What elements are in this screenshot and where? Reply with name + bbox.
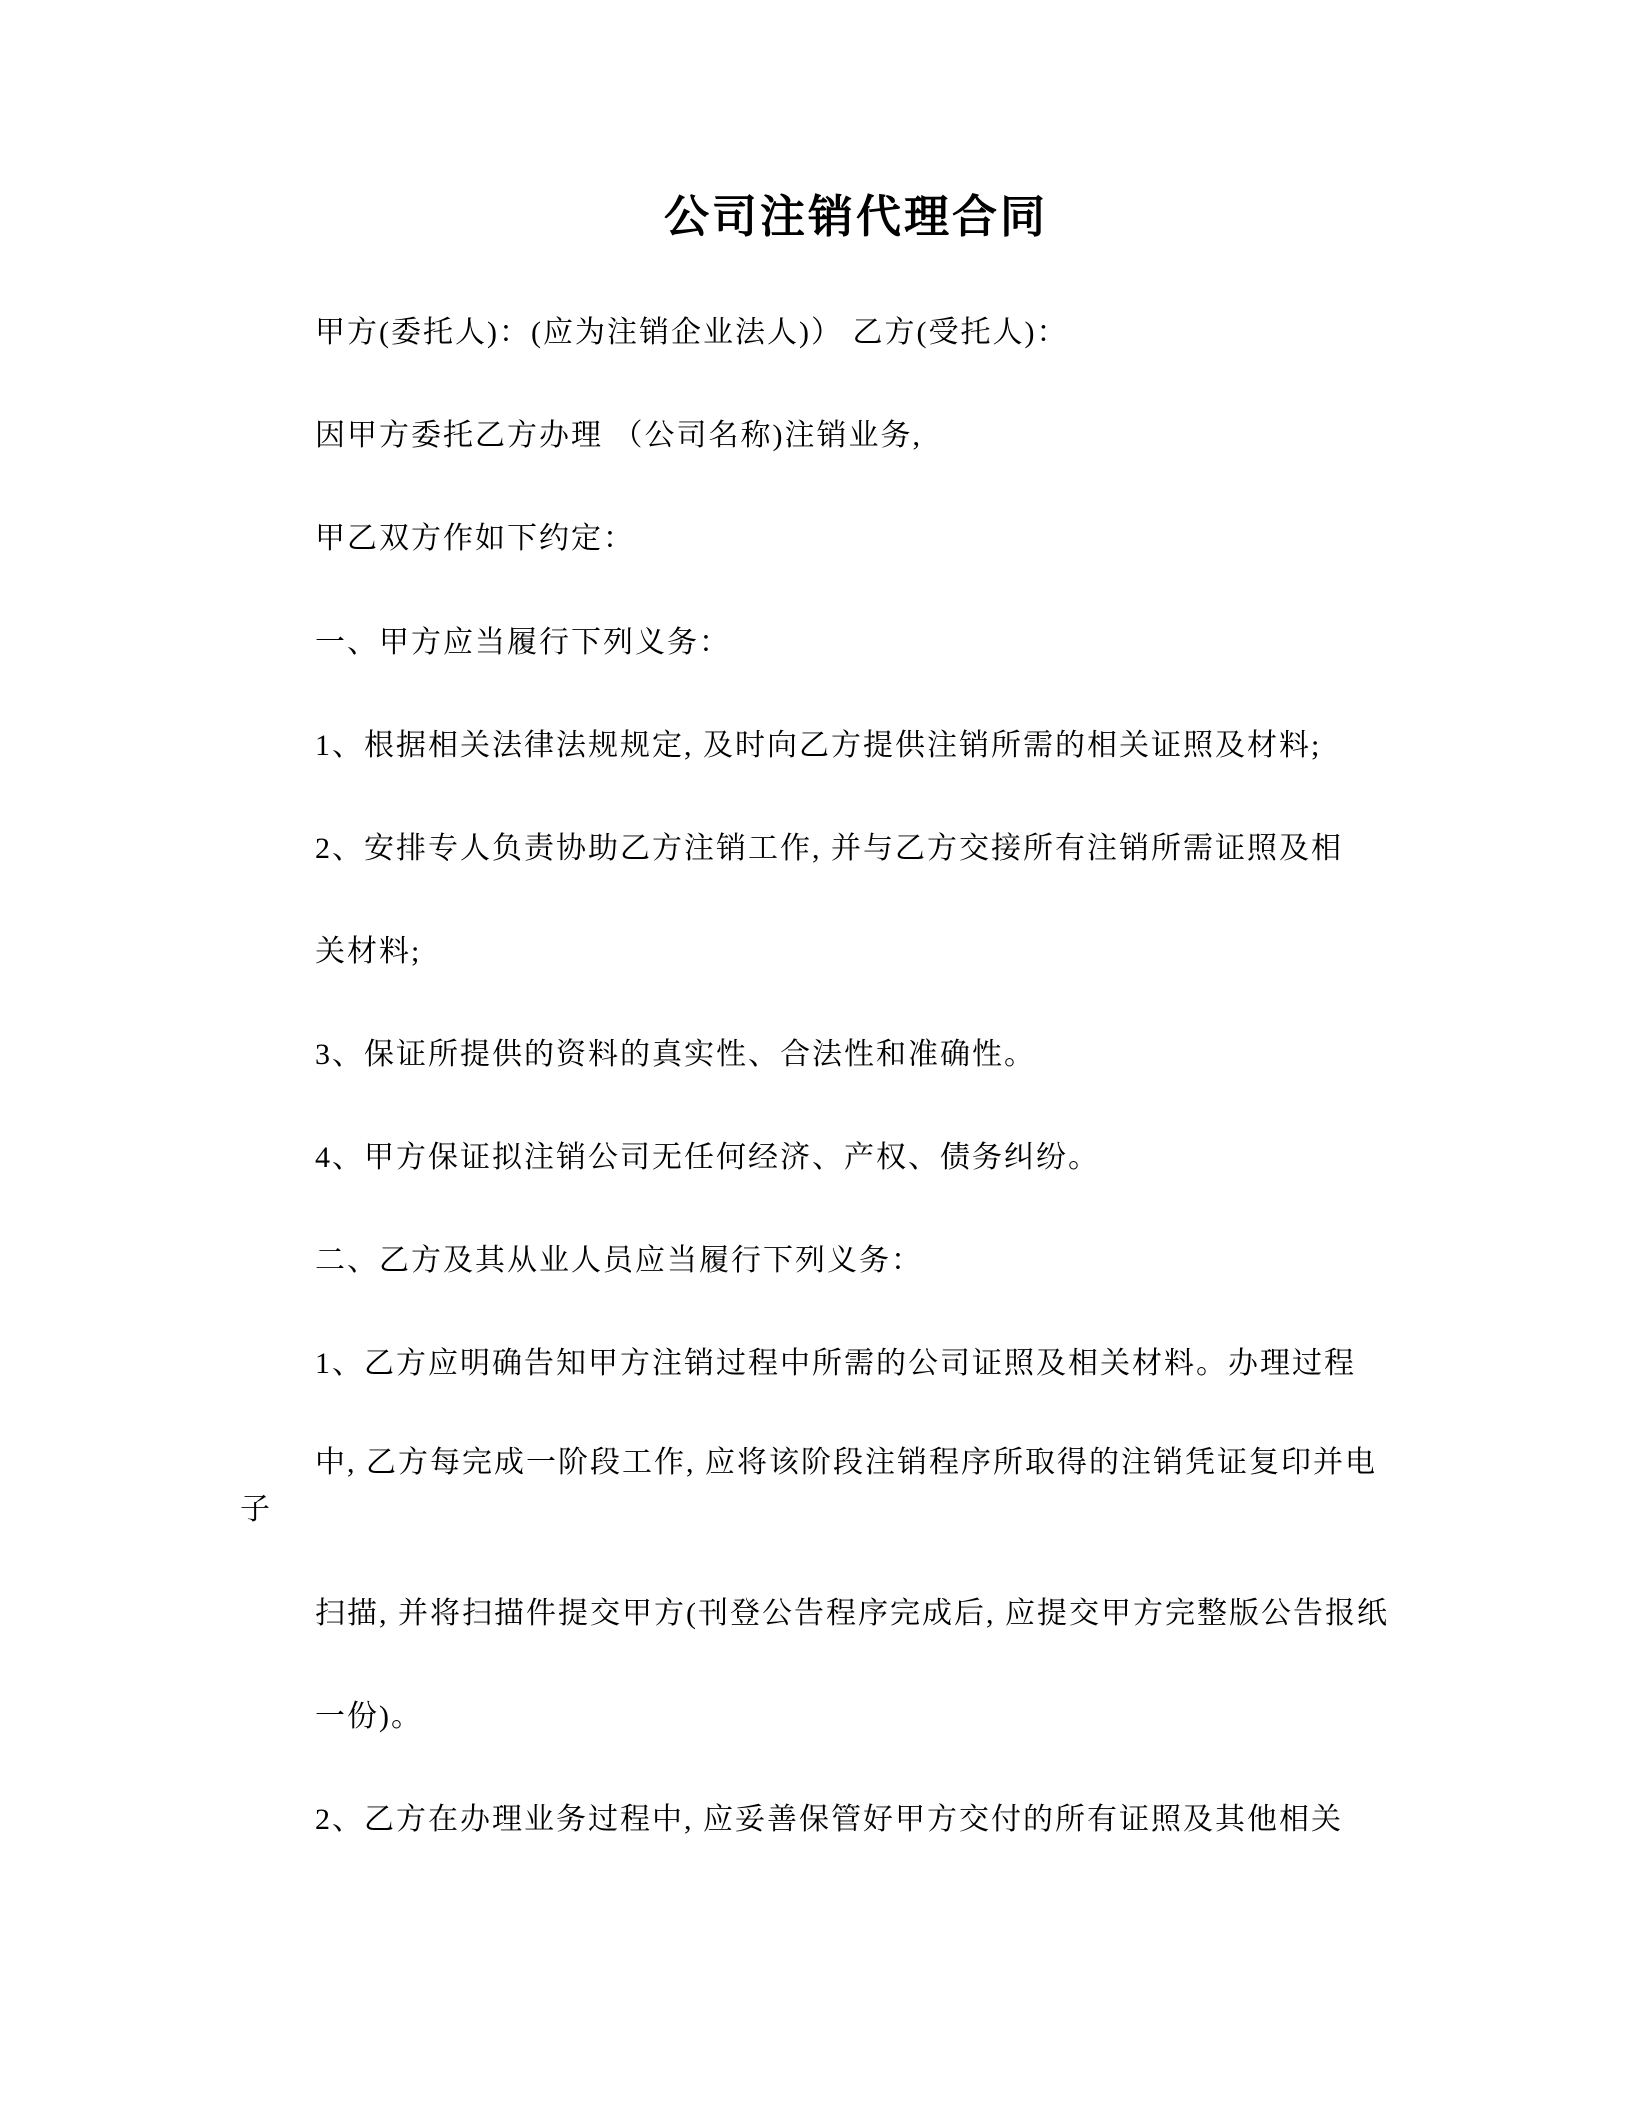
body-line-section-1-item-2: 2、安排专人负责协助乙方注销工作, 并与乙方交接所有注销所需证照及相	[315, 832, 1343, 865]
body-line-section-2-heading: 二、乙方及其从业人员应当履行下列义务：	[315, 1244, 923, 1277]
document-title: 公司注销代理合同	[663, 192, 1048, 242]
body-line-section-2-item-1-wrap-char: 子	[240, 1493, 272, 1526]
body-line-section-1-heading: 一、甲方应当履行下列义务：	[315, 626, 731, 659]
body-line-section-1-item-3: 3、保证所提供的资料的真实性、合法性和准确性。	[315, 1038, 1036, 1071]
body-line-section-2-item-2: 2、乙方在办理业务过程中, 应妥善保管好甲方交付的所有证照及其他相关	[315, 1803, 1343, 1836]
body-line-section-1-item-4: 4、甲方保证拟注销公司无任何经济、产权、债务纠纷。	[315, 1141, 1100, 1174]
body-line-section-2-item-1-cont-2: 扫描, 并将扫描件提交甲方(刊登公告程序完成后, 应提交甲方完整版公告报纸	[315, 1597, 1389, 1630]
body-line-section-2-item-1-cont-3: 一份)。	[315, 1700, 423, 1733]
body-line-parties: 甲方(委托人)：(应为注销企业法人)） 乙方(受托人)：	[315, 316, 1069, 349]
body-line-section-1-item-1: 1、根据相关法律法规规定, 及时向乙方提供注销所需的相关证照及材料;	[315, 729, 1322, 762]
body-line-section-1-item-2-cont: 关材料;	[315, 935, 422, 968]
body-line-section-2-item-1: 1、乙方应明确告知甲方注销过程中所需的公司证照及相关材料。办理过程	[315, 1347, 1356, 1380]
body-line-entrust: 因甲方委托乙方办理 （公司名称)注销业务,	[315, 419, 922, 452]
body-line-agreement-intro: 甲乙双方作如下约定：	[315, 522, 635, 555]
body-line-section-2-item-1-cont-1: 中, 乙方每完成一阶段工作, 应将该阶段注销程序所取得的注销凭证复印并电	[315, 1446, 1377, 1479]
